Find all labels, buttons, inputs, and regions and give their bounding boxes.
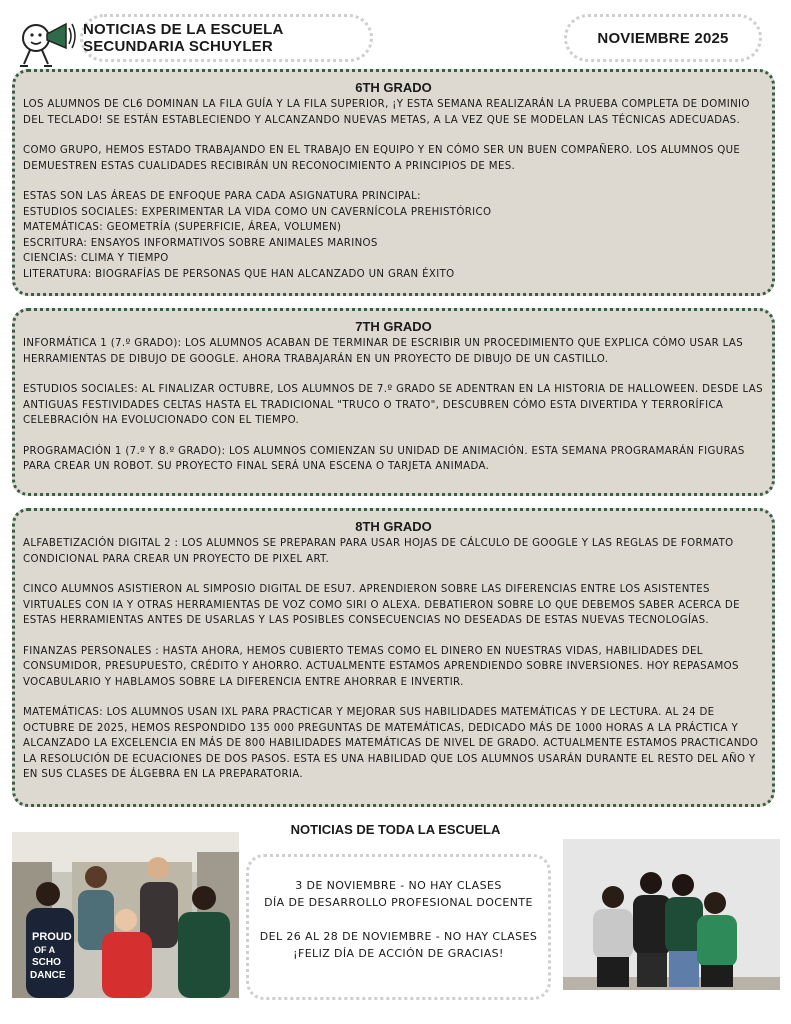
shirt-text-line-2: OF A xyxy=(34,945,56,955)
megaphone-mascot-icon xyxy=(14,14,76,70)
staff-group-photo xyxy=(563,839,780,990)
announcement-thanksgiving: ¡FELIZ DÍA DE ACCIÓN DE GRACIAS! xyxy=(293,947,504,960)
grade-8-title: 8TH GRADO xyxy=(355,519,432,534)
school-announcements xyxy=(246,854,551,1000)
grade-8-paragraph-3: FINANZAS PERSONALES : HASTA AHORA, HEMOS CUBIERTO TEMAS COMO EL DINERO EN NUESTRAS VIDAS, HABILIDADES DEL CONSUMIDOR, PRESUPUESTO, CRÉDITO Y AHORRO. ACTUALMENTE ESTAMOS APRENDIENDO SOBRE INVERSIONES. HOY REPASAMOS VOCABULARIO Y HABLAMOS SOBRE LA DIFERENCIA ENTRE AHORRAR E INVERTIR. xyxy=(23,645,739,688)
grade-8-paragraph-2: CINCO ALUMNOS ASISTIERON AL SIMPOSIO DIGITAL DE ESU7. APRENDIERON SOBRE LAS DIFERENCIAS ENTRE LOS ASISTENTES VIRTUALES CON IA Y OTRAS HERRAMIENTAS DE VOZ COMO SIRI O ALEXA. DEBATIERON SOBRE LO QUE DEBEMOS SABER ACERCA DE ESTAS HERRAMIENTAS ANTES DE USARLAS Y LAS POSIBLES CONSECUENCIAS NO DESEADAS DE ESTAS NUEVAS TECNOLOGÍAS. xyxy=(23,584,740,626)
grade-7-paragraph-2: ESTUDIOS SOCIALES: AL FINALIZAR OCTUBRE, LOS ALUMNOS DE 7.º GRADO SE ADENTRAN EN LA HISTORIA DE HALLOWEEN. DESDE LAS ANTIGUAS FESTIVIDADES CELTAS HASTA EL TRADICIONAL "TRUCO O TRATO", DESCUBREN CÓMO ESTA DIVERTIDA Y TERRORÍFICA CELEBRACIÓN HA EVOLUCIONADO CON EL TIEMPO. xyxy=(23,384,763,426)
school-news-title: NOTICIAS DE TODA LA ESCUELA xyxy=(290,822,501,837)
grade-7-paragraph-1: INFORMÁTICA 1 (7.º GRADO): LOS ALUMNOS ACABAN DE TERMINAR DE ESCRIBIR UN PROCEDIMIENTO QUE EXPLICA CÓMO USAR LAS HERRAMIENTAS DE DIBUJO DE GOOGLE. AHORA TRABAJARÁN EN UN PROYECTO DE DIBUJO DE UN CASTILLO. xyxy=(23,338,744,365)
grade-8-section xyxy=(12,508,775,807)
shirt-text-line-1: PROUD xyxy=(32,931,72,943)
grade-8-paragraph-1: ALFABETIZACIÓN DIGITAL 2 : LOS ALUMNOS SE PREPARAN PARA USAR HOJAS DE CÁLCULO DE GOOGLE Y LAS REGLAS DE FORMATO CONDICIONAL PARA CREAR UN PROYECTO DE PIXEL ART. xyxy=(23,538,734,565)
grade-6-paragraph-2: COMO GRUPO, HEMOS ESTADO TRABAJANDO EN EL TRABAJO EN EQUIPO Y EN CÓMO SER UN BUEN COMPAÑERO. LOS ALUMNOS QUE DEMUESTREN ESTAS CUALIDADES RECIBIRÁN UN RECONOCIMIENTO A PRINCIPIOS DE MES. xyxy=(23,145,741,172)
grade-7-section xyxy=(12,308,775,496)
grade-6-focus-areas: ESTAS SON LAS ÁREAS DE ENFOQUE PARA CADA ASIGNATURA PRINCIPAL: ESTUDIOS SOCIALES: EXPERIMENTAR LA VIDA COMO UN CAVERNÍCOLA PREHISTÓRICO MATEMÁTICAS: GEOMETRÍA (SUPERFICIE, ÁREA, VOLUMEN) ESCRITURA: ENSAYOS INFORMATIVOS SOBRE ANIMALES MARINOS CIENCIAS: CLIMA Y TIEMPO LITERATURA: BIOGRAFÍAS DE PERSONAS QUE HAN ALCANZADO UN GRAN ÉXITO xyxy=(23,191,492,280)
shirt-text-line-4: DANCE xyxy=(30,970,66,981)
announcement-nov-26-28: DEL 26 AL 28 DE NOVIEMBRE - NO HAY CLASES xyxy=(259,930,538,943)
grade-6-title: 6TH GRADO xyxy=(355,80,432,95)
grade-7-title: 7TH GRADO xyxy=(355,319,432,334)
shirt-text-line-3: SCHO xyxy=(32,957,61,968)
announcement-nov-3: 3 DE NOVIEMBRE - NO HAY CLASES xyxy=(295,879,502,892)
grade-8-paragraph-4: MATEMÁTICAS: LOS ALUMNOS USAN IXL PARA PRACTICAR Y MEJORAR SUS HABILIDADES MATEMÁTICAS Y DE LECTURA. AL 24 DE OCTUBRE DE 2025, HEMOS RESPONDIDO 135 000 PREGUNTAS DE MATEMÁTICAS, DEDICADO MÁS DE 1000 HORAS A LA PRÁCTICA Y ALCANZADO LA EXCELENCIA EN MÁS DE 800 HABILIDADES MATEMÁTICAS DE NIVEL DE GRADO. ACTUALMENTE ESTAMOS PRACTICANDO LA RESOLUCIÓN DE ECUACIONES DE DOS PASOS. ESTA ES UNA HABILIDAD QUE LOS ALUMNOS USARÁN DURANTE EL RESTO DEL AÑO Y EN SUS CLASES DE ÁLGEBRA EN LA PREPARATORIA. xyxy=(23,707,759,780)
students-group-photo xyxy=(12,832,239,998)
announcement-pd-day: DÍA DE DESARROLLO PROFESIONAL DOCENTE xyxy=(264,896,533,909)
grade-6-paragraph-1: LOS ALUMNOS DE CL6 DOMINAN LA FILA GUÍA Y LA FILA SUPERIOR, ¡Y ESTA SEMANA REALIZARÁN LA PRUEBA COMPLETA DE DOMINIO DEL TECLADO! SE ESTÁN ESTABLECIENDO Y ALCANZANDO NUEVAS METAS, A LA VEZ QUE SE MODELAN LAS TÉCNICAS ADECUADAS. xyxy=(23,99,750,126)
newsletter-title: NOTICIAS DE LA ESCUELA SECUNDARIA SCHUYLER xyxy=(80,14,373,62)
newsletter-date: NOVIEMBRE 2025 xyxy=(564,14,762,62)
grade-6-section xyxy=(12,69,775,296)
grade-7-paragraph-3: PROGRAMACIÓN 1 (7.º Y 8.º GRADO): LOS ALUMNOS COMIENZAN SU UNIDAD DE ANIMACIÓN. ESTA SEMANA PROGRAMARÁN FIGURAS PARA CREAR UN ROBOT. SU PROYECTO FINAL SERÁ UNA ESCENA O TARJETA ANIMADA. xyxy=(23,445,745,472)
